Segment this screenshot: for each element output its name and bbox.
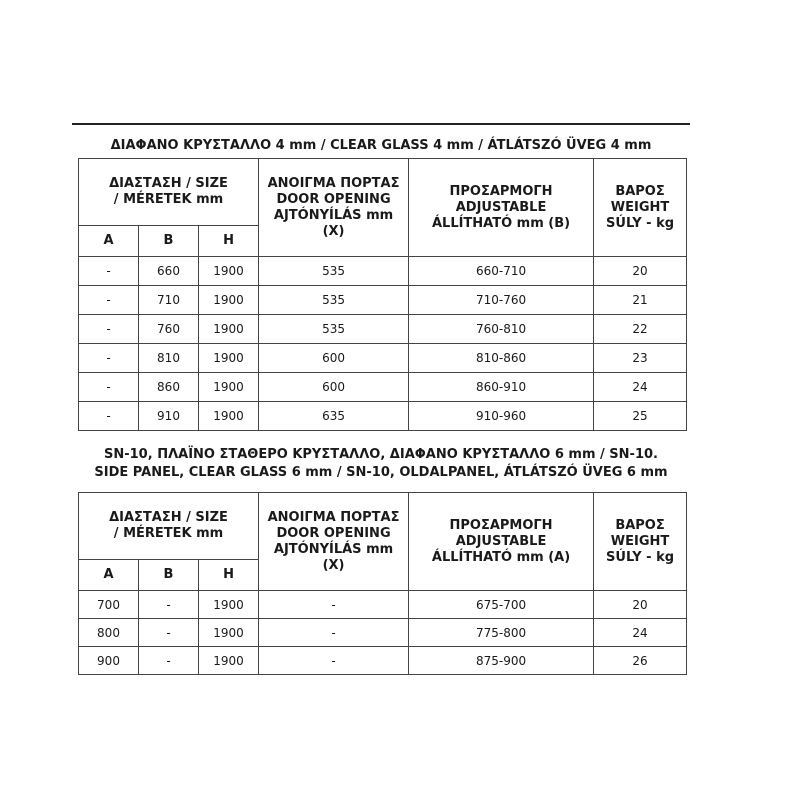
cell-b: - <box>139 591 199 619</box>
door-header-line: ΑΝΟΙΓΜΑ ΠΟΡΤΑΣ <box>267 509 400 525</box>
table-row <box>79 257 687 286</box>
cell-a: - <box>79 286 139 315</box>
adjust-header-line: ADJUSTABLE <box>455 199 547 215</box>
table-row <box>79 286 687 315</box>
size-header-line: ΔΙΑΣΤΑΣΗ / SIZE <box>109 176 228 191</box>
cell-weight: 20 <box>594 591 687 619</box>
cell-door-opening: 535 <box>259 257 409 286</box>
cell-adjustable: 910-960 <box>409 402 594 431</box>
door-header-line: DOOR OPENING <box>276 191 391 207</box>
cell-weight: 21 <box>594 286 687 315</box>
cell-b: 910 <box>139 402 199 431</box>
weight-header-line: ΒΑΡΟΣ <box>615 183 665 199</box>
section2-title-line: SN-10, ΠΛΑΪΝΟ ΣΤΑΘΕΡΟ ΚΡΥΣΤΑΛΛΟ, ΔΙΑΦΑΝΟ ΚΡΥΣΤΑΛΛΟ 6 mm / SN-10. <box>104 447 658 462</box>
size-header <box>79 493 259 560</box>
cell-a: - <box>79 373 139 402</box>
cell-adjustable: 760-810 <box>409 315 594 344</box>
table-row <box>79 344 687 373</box>
col-a-header: A <box>79 226 139 257</box>
cell-h: 1900 <box>199 315 259 344</box>
cell-weight: 20 <box>594 257 687 286</box>
table-body <box>79 257 687 431</box>
cell-b: - <box>139 647 199 675</box>
cell-a: 900 <box>79 647 139 675</box>
cell-a: 700 <box>79 591 139 619</box>
cell-a: - <box>79 257 139 286</box>
door-header-line: AJTÓNYÍLÁS mm <box>273 541 394 557</box>
cell-h: 1900 <box>199 647 259 675</box>
cell-a: - <box>79 402 139 431</box>
adjust-header-line: ÁLLÍTHATÓ mm (B) <box>431 215 571 231</box>
cell-weight: 25 <box>594 402 687 431</box>
cell-weight: 22 <box>594 315 687 344</box>
cell-adjustable: 675-700 <box>409 591 594 619</box>
cell-h: 1900 <box>199 373 259 402</box>
cell-adjustable: 710-760 <box>409 286 594 315</box>
cell-adjustable: 810-860 <box>409 344 594 373</box>
spec-table-6mm <box>78 492 687 675</box>
adjust-header-line: ΠΡΟΣΑΡΜΟΓΗ <box>449 517 553 533</box>
section1-title: ΔΙΑΦΑΝΟ ΚΡΥΣΤΑΛΛΟ 4 mm / CLEAR GLASS 4 mm / ÁTLÁTSZÓ ÜVEG 4 mm <box>110 138 652 153</box>
weight-header-line: ΒΑΡΟΣ <box>615 517 665 533</box>
cell-door-opening: - <box>259 647 409 675</box>
size-header-line: ΔΙΑΣΤΑΣΗ / SIZE <box>109 510 228 525</box>
cell-weight: 24 <box>594 619 687 647</box>
cell-adjustable: 860-910 <box>409 373 594 402</box>
cell-weight: 23 <box>594 344 687 373</box>
weight-header-line: WEIGHT <box>610 199 670 215</box>
adjustable-header <box>409 159 594 257</box>
cell-b: 710 <box>139 286 199 315</box>
cell-door-opening: - <box>259 619 409 647</box>
cell-b: - <box>139 619 199 647</box>
table-row <box>79 619 687 647</box>
cell-door-opening: 535 <box>259 286 409 315</box>
cell-door-opening: 635 <box>259 402 409 431</box>
adjust-header-line: ADJUSTABLE <box>455 533 547 549</box>
table-row <box>79 315 687 344</box>
size-header-line: / MÉRETEK mm <box>113 192 224 207</box>
cell-h: 1900 <box>199 591 259 619</box>
cell-a: - <box>79 344 139 373</box>
section2-title-line: SIDE PANEL, CLEAR GLASS 6 mm / SN-10, OLDALPANEL, ÁTLÁTSZÓ ÜVEG 6 mm <box>94 465 668 480</box>
col-h-header: H <box>199 226 259 257</box>
table-row <box>79 373 687 402</box>
cell-h: 1900 <box>199 344 259 373</box>
cell-b: 760 <box>139 315 199 344</box>
adjust-header-line: ΠΡΟΣΑΡΜΟΓΗ <box>449 183 553 199</box>
section2-title <box>72 446 690 482</box>
table-row <box>79 402 687 431</box>
cell-b: 810 <box>139 344 199 373</box>
cell-door-opening: 535 <box>259 315 409 344</box>
cell-door-opening: - <box>259 591 409 619</box>
door-header-line: (X) <box>322 223 345 239</box>
door-header-line: ΑΝΟΙΓΜΑ ΠΟΡΤΑΣ <box>267 175 400 191</box>
cell-b: 660 <box>139 257 199 286</box>
cell-h: 1900 <box>199 257 259 286</box>
cell-h: 1900 <box>199 619 259 647</box>
weight-header <box>594 159 687 257</box>
weight-header-line: SÚLY - kg <box>606 215 675 231</box>
col-h-header: H <box>199 560 259 591</box>
top-rule <box>72 123 690 125</box>
cell-door-opening: 600 <box>259 344 409 373</box>
adjust-header-line: ÁLLÍTHATÓ mm (A) <box>431 549 571 565</box>
door-opening-header <box>259 159 409 257</box>
weight-header-line: SÚLY - kg <box>606 549 675 565</box>
door-header-line: DOOR OPENING <box>276 525 391 541</box>
door-opening-header <box>259 493 409 591</box>
col-b-header: B <box>139 560 199 591</box>
weight-header-line: WEIGHT <box>610 533 670 549</box>
cell-a: 800 <box>79 619 139 647</box>
size-header <box>79 159 259 226</box>
spec-table-4mm <box>78 158 687 431</box>
size-header-line: / MÉRETEK mm <box>113 526 224 541</box>
cell-h: 1900 <box>199 286 259 315</box>
adjustable-header <box>409 493 594 591</box>
cell-a: - <box>79 315 139 344</box>
cell-h: 1900 <box>199 402 259 431</box>
door-header-line: AJTÓNYÍLÁS mm <box>273 207 394 223</box>
cell-weight: 26 <box>594 647 687 675</box>
table-row <box>79 647 687 675</box>
cell-adjustable: 775-800 <box>409 619 594 647</box>
cell-adjustable: 875-900 <box>409 647 594 675</box>
cell-b: 860 <box>139 373 199 402</box>
col-b-header: B <box>139 226 199 257</box>
cell-door-opening: 600 <box>259 373 409 402</box>
col-a-header: A <box>79 560 139 591</box>
door-header-line: (X) <box>322 557 345 573</box>
table-body <box>79 591 687 675</box>
table-row <box>79 591 687 619</box>
cell-adjustable: 660-710 <box>409 257 594 286</box>
cell-weight: 24 <box>594 373 687 402</box>
weight-header <box>594 493 687 591</box>
